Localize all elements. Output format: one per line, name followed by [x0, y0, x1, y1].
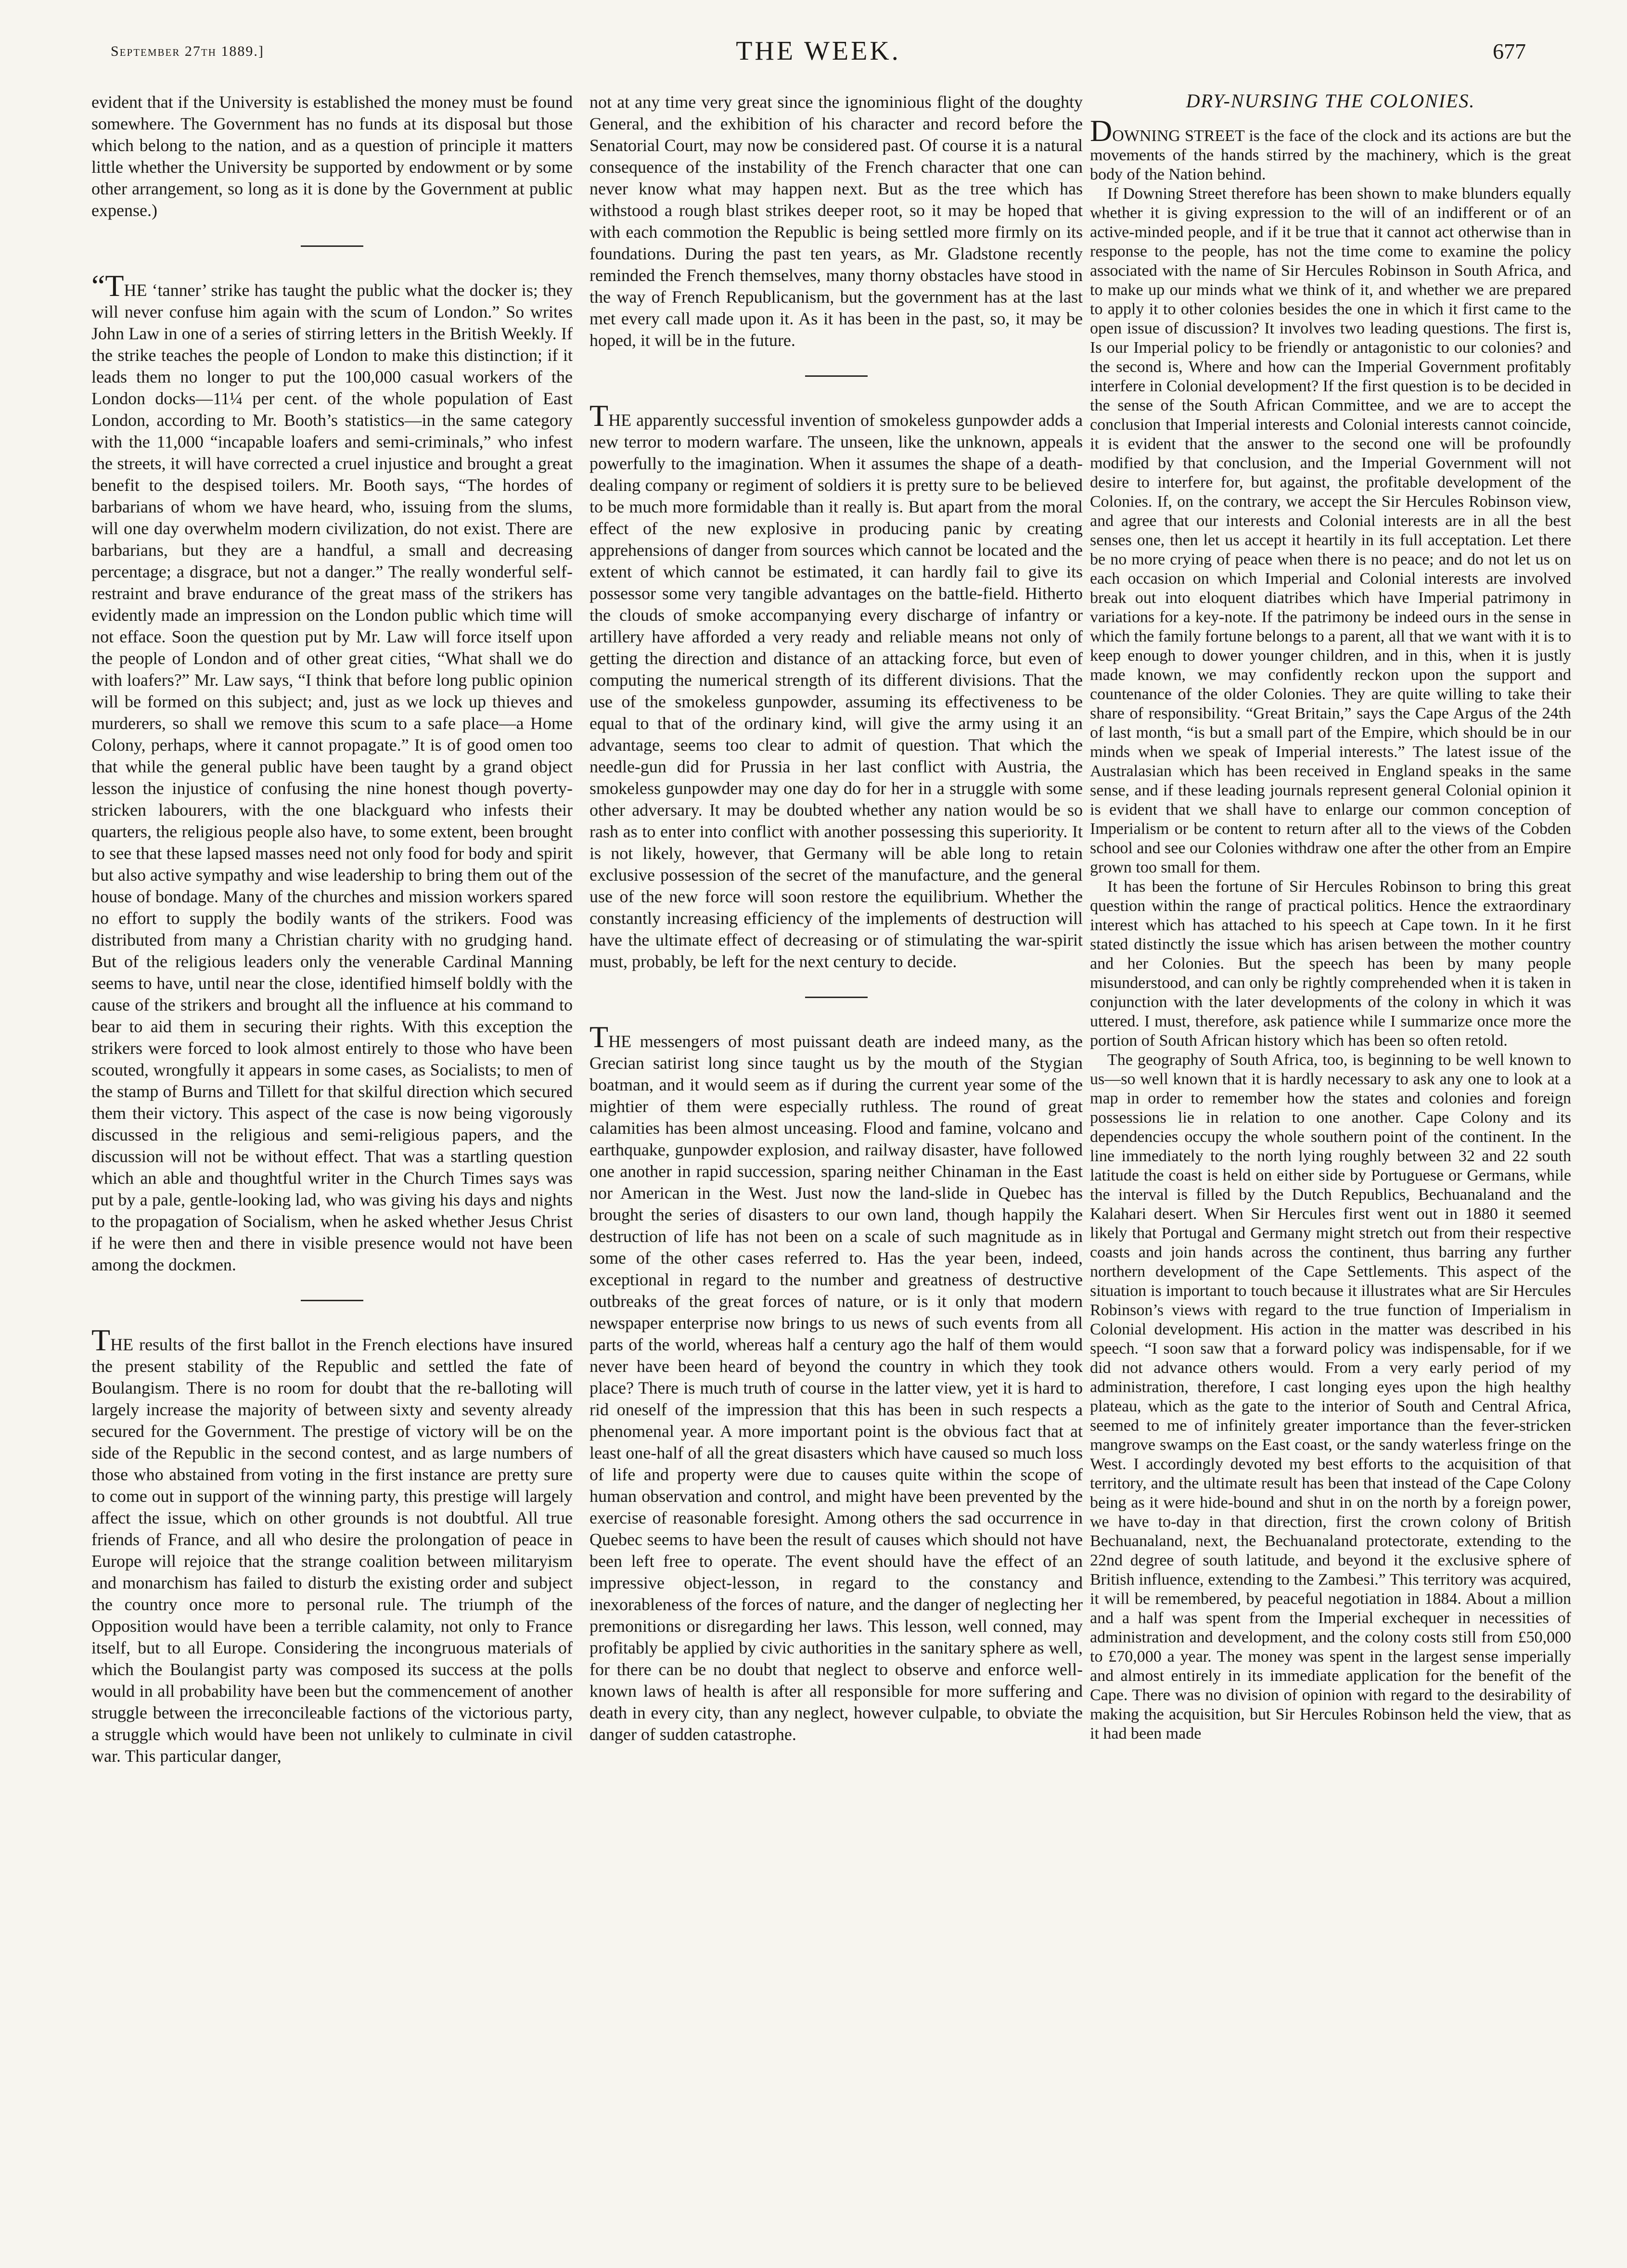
page-number: 677	[1493, 39, 1526, 64]
issue-date: September 27th 1889.]	[111, 43, 264, 59]
section-divider	[805, 375, 868, 377]
paragraph-tanner-strike: “THE ‘tanner’ strike has taught the public what the docker is; they will never confuse him again with the scum of London.” So writes John Law in one of a series of stirring letters in the British Weekly. If the strike teaches the people of London to make this distinction; if it leads them no longer to put the 100,000 casual workers of the London docks—11¼ per cent. of the whole population of East London, according to Mr. Booth’s statistics—in the same category with the 11,000 “incapable loafers and semi-criminals,” who infest the streets, it will have corrected a cruel injustice and brought a great benefit to the despised toilers. Mr. Booth says, “The hordes of barbarians of whom we have heard, who, issuing from the slums, will one day overwhelm modern civilization, do not exist. There are barbarians, but they are a handful, a small and decreasing percentage; a disgrace, but not a danger.” The really wonderful self-restraint and brave endurance of the great mass of the strikers has evidently made an impression on the London public which time will not efface. Soon the question put by Mr. Law will force itself upon the people of London and of other great cities, “What shall we do with loafers?” Mr. Law says, “I think that before long public opinion will be formed on this subject; and, just as we lock up thieves and murderers, so shall we remove this scum to a safe place—a Home Colony, perhaps, where it cannot propagate.” It is of good omen too that while the general public have been taught by a grand object lesson the injustice of confusing the nine honest though poverty-stricken labourers, with the one blackguard who infests their quarters, the religious people also have, to some extent, been brought to see that these lapsed masses need not only food for body and spirit but also active sympathy and wise leadership to bring them out of the house of bondage. Many of the churches and mission workers spared no effort to supply the bodily wants of the strikers. Food was distributed from many a Christian charity with no grudging hand. But of the religious leaders only the venerable Cardinal Manning seems to have, until near the close, identified himself boldly with the cause of the strikers and brought all the influence at his command to bear to aid them in securing their rights. With this exception the strikers were forced to look almost entirely to those who have been scouted, wrongfully it appears in some cases, as Socialists; to men of the stamp of Burns and Tillett for that skilful direction which secured them their victory. This aspect of the case is now being vigorously discussed in the religious and semi-religious papers, and the discussion will not be without effect. That was a startling question which an able and thoughtful writer in the Church Times says was put by a pale, gentle-looking lad, who was giving his days and nights to the propagation of Socialism, when he asked whether Jesus Christ if he were then and there in visible presence would not have been among the dockmen.	[91, 269, 573, 1274]
paragraph-french-elections: THE results of the first ballot in the French elections have insured the present stability of the Republic and settled the fate of Boulangism. There is no room for doubt that the re-balloting will largely increase the majority of between sixty and seventy already secured for the Government. The prestige of victory will be on the side of the Republic in the second contest, and as large numbers of those who abstained from voting in the first instance are pretty sure to come out in support of the winning party, this prestige will largely affect the issue, which on other grounds is not doubtful. All true friends of France, and all who desire the prolongation of peace in Europe will rejoice that the strange coalition between militaryism and monarchism has failed to disturb the existing order and subject the country once more to personal rule. The triumph of the Opposition would have been a terrible calamity, not only to France itself, but to all Europe. Considering the incongruous materials of which the Boulangist party was composed its success at the polls would in all probability have been but the commencement of another struggle between the irreconcileable factions of the victorious party, a struggle which would have been not unlikely to culminate in civil war. This particular danger,	[91, 1323, 573, 1766]
column-middle	[589, 91, 1083, 1745]
paragraph-calamities: THE messengers of most puissant death are indeed many, as the Grecian satirist long since taught us by the mouth of the Stygian boatman, and it would seem as if during the current year some of the mightier of them were especially ruthless. The round of great calamities has been almost unceasing. Flood and famine, volcano and earthquake, gunpowder explosion, and railway disaster, have followed one another in rapid succession, sparing neither Chinaman in the East nor American in the West. Just now the land-slide in Quebec has brought the series of disasters to our own land, though happily the destruction of life has not been on a scale of such magnitude as in some of the other cases referred to. Has the year been, indeed, exceptional in regard to the number and greatness of destructive outbreaks of the great forces of nature, or is it only that modern newspaper enterprise now brings to us news of such events from all parts of the world, whereas half a century ago the half of them would never have been heard of beyond the country in which they took place? There is much truth of course in the latter view, yet it is hard to rid oneself of the impression that this has been in such respects a phenomenal year. A more important point is the obvious fact that at least one-half of all the great disasters which have caused so much loss of life and property were due to causes quite within the scope of human observation and control, and might have been prevented by the exercise of reasonable foresight. Among others the sad occurrence in Quebec seems to have been the result of causes which should not have been left free to operate. The event should have the effect of an impressive object-lesson, in regard to the constancy and inexorableness of the forces of nature, and the danger of neglecting her premonitions or disregarding her laws. This lesson, well conned, may profitably be applied by civic authorities in the sanitary sphere as well, for there can be no doubt that neglect to observe and enforce well-known laws of health is after all responsible for more suffering and death in every city, than any neglect, however culpable, to obviate the danger of sudden catastrophe.	[589, 1020, 1083, 1744]
masthead-title: THE WEEK.	[736, 36, 901, 66]
article-title: DRY-NURSING THE COLONIES.	[1186, 90, 1475, 112]
paragraph-imperial-policy: If Downing Street therefore has been shown to make blunders equally whether it is giving expression to the will of an indifferent or of an active-minded people, and if it be true that it cannot act otherwise than in response to the people, has not the time come to examine the policy associated with the name of Sir Hercules Robinson in South Africa, and to make up our minds what we think of it, and whether we are prepared to apply it to other colonies besides the one in which it first came to the open issue of discussion? It involves two leading questions. The first is, Is our Imperial policy to be friendly or antagonistic to our colonies? and the second is, Where and how can the Imperial Government profitably interfere in Colonial development? If the first question is to be decided in the sense of the South African Committee, and we are to accept the conclusion that Imperial interests and Colonial interests cannot coincide, it is evident that the answer to the second one will be profoundly modified by that conclusion, and the Imperial Government will not desire to interfere for, but against, the profitable development of the Colonies. If, on the contrary, we accept the Sir Hercules Robinson view, and agree that our interests and Colonial interests are in all the best senses one, then let us accept it heartily in its full acceptation. Let there be no more crying of peace when there is no peace; and do not let us on each occasion on which Imperial and Colonial interests are involved break out into eloquent diatribes which have Imperial patrimony in variations for a key-note. If the patrimony be indeed ours in the sense in which the family fortune belongs to a parent, all that we want with it is to keep enough to dower younger children, and in this, when it is justly made known, we may confidently reckon upon the support and countenance of the older Colonies. They are quite willing to take their share of responsibility. “Great Britain,” says the Cape Argus of the 24th of last month, “is but a small part of the Empire, which should be in our minds when we speak of Imperial interests.” The latest issue of the Australasian which has been received in England speaks in the same sense, and if these leading journals represent general Colonial opinion it is evident that we shall have to enlarge our common conception of Imperialism or be content to return after all to the views of the Cobden school and see our Colonies withdraw one after the other from an Empire grown too small for them.	[1090, 185, 1571, 876]
paragraph-university-end: evident that if the University is established the money must be found somewhere. The Government has no funds at its disposal but those which belong to the nation, and as a question of principle it matters little whether the University be supported by endowment or by some other arrangement, so long as it is done by the Government at public expense.)	[91, 92, 573, 220]
paragraph-geography: The geography of South Africa, too, is beginning to be well known to us—so well known that it is hardly necessary to ask any one to look at a map in order to remember how the states and colonies and foreign possessions lie in relation to one another. Cape Colony and its dependencies occupy the whole southern point of the continent. In the line immediately to the north lying roughly between 32 and 22 south latitude the coast is held on either side by Portuguese or Germans, while the interval is filled by the Dutch Republics, Bechuanaland and the Kalahari desert. When Sir Hercules first went out in 1880 it seemed likely that Portugal and Germany might stretch out from their respective coasts and join hands across the continent, thus barring any further northern development of the Cape Settlements. This aspect of the situation is important to touch because it illustrates what are Sir Hercules Robinson’s views with regard to the true function of Imperialism in Colonial development. His action in the matter was described in his speech. “I soon saw that a forward policy was indispensable, for if we did not advance others would. From a very early period of my administration, therefore, I cast longing eyes upon the high healthy plateau, which as the gate to the interior of South and Central Africa, seemed to me of infinitely greater importance than the fever-stricken mangrove swamps on the East coast, or the sandy waterless fringe on the West. I accordingly devoted my best efforts to the acquisition of that territory, and the ultimate result has been that instead of the Cape Colony being as it were hide-bound and shut in on the north by a foreign power, we have to-day in that direction, first the crown colony of British Bechuanaland, next, the Bechuanaland protectorate, extending to the 22nd degree of south latitude, and beyond it the exclusive sphere of British influence, extending to the Zambesi.” This territory was acquired, it will be remembered, by peaceful negotiation in 1884. About a million and a half was spent from the Imperial exchequer in necessities of administration and development, and the colony costs still from £50,000 to £70,000 a year. The money was spent in the largest sense imperially and almost entirely in its immediate application for the benefit of the Cape. There was no division of opinion with regard to the desirability of making the acquisition, but Sir Hercules Robinson held the view, that as it had been made	[1090, 1051, 1571, 1743]
paragraph-french-elections-cont: not at any time very great since the ignominious flight of the doughty General, and the exhibition of his character and record before the Senatorial Court, may now be considered past. Of course it is a natural consequence of the instability of the French character that one can never know what may happen next. But as the tree which has withstood a rough blast strikes deeper root, so it may be hoped that with each commotion the Republic is being settled more firmly on its foundations. During the past ten years, as Mr. Gladstone recently reminded the French themselves, many thorny obstacles have stood in the way of French Republicanism, but the government has at the last met every call made upon it. As it has been in the past, so, it may be hoped, it will be in the future.	[589, 92, 1083, 350]
section-divider	[301, 245, 363, 247]
paragraph-sir-hercules: It has been the fortune of Sir Hercules Robinson to bring this great question within the range of practical politics. Hence the extraordinary interest which has attached to his speech at Cape town. In it he first stated distinctly the issue which has arisen between the mother country and her Colonies. But the speech has been by many people misunderstood, and can only be rightly comprehended when it is taken in conjunction with the later developments of the colony in which it was uttered. I must, therefore, ask patience while I summarize once more the portion of South African history which has been so often retold.	[1090, 878, 1571, 1050]
section-divider	[301, 1300, 363, 1301]
running-head	[101, 36, 1536, 69]
paragraph-smokeless-gunpowder: THE apparently successful invention of smokeless gunpowder adds a new terror to modern warfare. The unseen, like the unknown, appeals powerfully to the imagination. When it assumes the shape of a death-dealing company or regiment of soldiers it is pretty sure to be believed to be much more formidable than it really is. But apart from the moral effect of the new explosive in producing panic by creating apprehensions of danger from sources which cannot be located and the extent of which cannot be estimated, it can hardly fail to give its possessor some very tangible advantages on the battle-field. Hitherto the clouds of smoke accompanying every discharge of infantry or artillery have afforded a very ready and reliable means not only of getting the direction and distance of an attacking force, but even of computing the numerical strength of its different divisions. That the use of the smokeless gunpowder, assuming its effectiveness to be equal to that of the ordinary kind, will give the army using it an advantage, seems too clear to admit of question. That which the needle-gun did for Prussia in her last conflict with Austria, the smokeless gunpowder may one day do for her in a struggle with some other adversary. It may be doubted whether any nation would be so rash as to enter into conflict with another possessing this superiority. It is not likely, however, that Germany will be able long to retain exclusive possession of the secret of the manufacture, and the general use of the new force will soon restore the equilibrium. Whether the constantly increasing efficiency of the implements of destruction will have the ultimate effect of decreasing or of stimulating the war-spirit must, probably, be left for the next century to decide.	[589, 398, 1083, 971]
section-divider	[805, 997, 868, 998]
column-right	[1090, 91, 1571, 1743]
paragraph-downing-street: DOWNING STREET is the face of the clock and its actions are but the movements of the hands stirred by the machinery, which is the great body of the Nation behind.	[1090, 114, 1571, 183]
column-left	[91, 91, 573, 1767]
